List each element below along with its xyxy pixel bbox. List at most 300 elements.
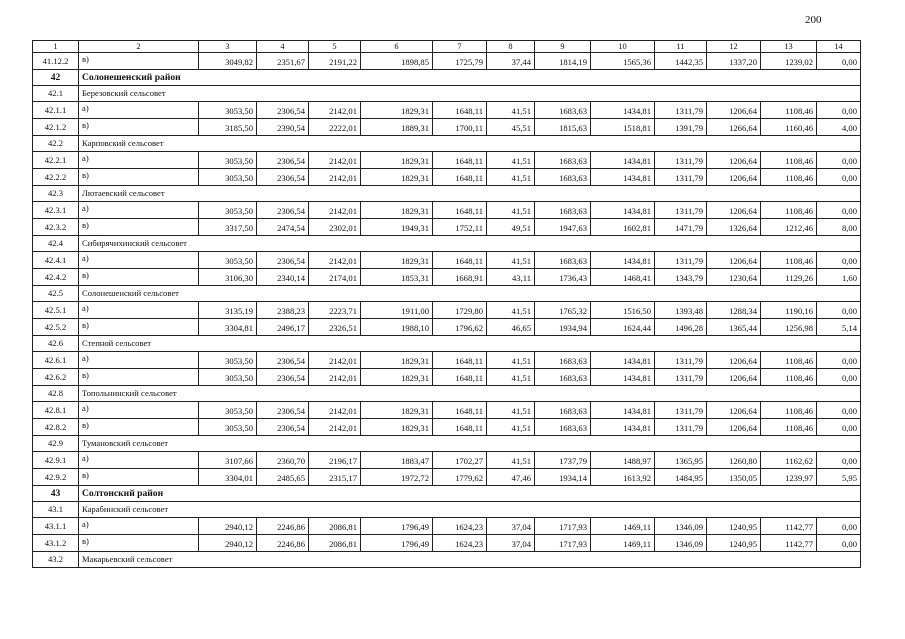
- value-cell: 1853,31: [361, 269, 433, 286]
- council-name: Макарьевский сельсовет: [79, 552, 861, 568]
- row-code: 41.12.2: [33, 53, 79, 70]
- council-row: [33, 236, 861, 252]
- table-row: [33, 102, 861, 119]
- value-cell: 1752,11: [433, 219, 487, 236]
- value-cell: 1602,81: [591, 219, 655, 236]
- value-cell: 2306,54: [257, 369, 309, 386]
- council-row: [33, 86, 861, 102]
- value-cell: 1829,31: [361, 152, 433, 169]
- header-row: [33, 41, 861, 53]
- row-code: 42.3.1: [33, 202, 79, 219]
- row-code: 43.1.2: [33, 535, 79, 552]
- value-cell: 5,14: [817, 319, 861, 336]
- value-cell: 1949,31: [361, 219, 433, 236]
- value-cell: 1240,95: [707, 518, 761, 535]
- value-cell: 1613,92: [591, 469, 655, 486]
- value-cell: 1434,81: [591, 102, 655, 119]
- value-cell: 1736,43: [535, 269, 591, 286]
- row-code: 42.1: [33, 86, 79, 102]
- value-cell: 1624,44: [591, 319, 655, 336]
- value-cell: 1648,11: [433, 152, 487, 169]
- value-cell: 1683,63: [535, 402, 591, 419]
- value-cell: 2360,70: [257, 452, 309, 469]
- value-cell: 1829,31: [361, 169, 433, 186]
- row-code: 42.6.1: [33, 352, 79, 369]
- value-cell: 1311,79: [655, 169, 707, 186]
- table-row: [33, 169, 861, 186]
- value-cell: 37,04: [487, 518, 535, 535]
- value-cell: 3107,66: [199, 452, 257, 469]
- value-cell: 41,51: [487, 169, 535, 186]
- value-cell: 1311,79: [655, 202, 707, 219]
- value-cell: 1434,81: [591, 352, 655, 369]
- column-header: 2: [79, 41, 199, 53]
- value-cell: 0,00: [817, 419, 861, 436]
- council-row: [33, 436, 861, 452]
- value-cell: 3053,50: [199, 419, 257, 436]
- column-header: 14: [817, 41, 861, 53]
- value-cell: 2223,71: [309, 302, 361, 319]
- value-cell: 1346,09: [655, 535, 707, 552]
- value-cell: 2306,54: [257, 352, 309, 369]
- value-cell: 0,00: [817, 369, 861, 386]
- value-cell: 1108,46: [761, 252, 817, 269]
- value-cell: 1206,64: [707, 352, 761, 369]
- row-label: а): [79, 352, 199, 369]
- row-label: в): [79, 469, 199, 486]
- row-label: в): [79, 535, 199, 552]
- value-cell: 0,00: [817, 169, 861, 186]
- value-cell: 41,51: [487, 452, 535, 469]
- value-cell: 41,51: [487, 102, 535, 119]
- value-cell: 1648,11: [433, 252, 487, 269]
- value-cell: 5,95: [817, 469, 861, 486]
- value-cell: 1683,63: [535, 169, 591, 186]
- row-code: 42.3: [33, 186, 79, 202]
- council-name: Степной сельсовет: [79, 336, 861, 352]
- row-label: в): [79, 169, 199, 186]
- value-cell: 2246,86: [257, 518, 309, 535]
- value-cell: 2174,01: [309, 269, 361, 286]
- council-row: [33, 336, 861, 352]
- table-row: [33, 269, 861, 286]
- value-cell: 0,00: [817, 518, 861, 535]
- value-cell: 1206,64: [707, 202, 761, 219]
- value-cell: 1898,85: [361, 53, 433, 70]
- value-cell: 1883,47: [361, 452, 433, 469]
- value-cell: 3053,50: [199, 169, 257, 186]
- value-cell: 1648,11: [433, 352, 487, 369]
- value-cell: 0,00: [817, 53, 861, 70]
- value-cell: 2306,54: [257, 252, 309, 269]
- value-cell: 1393,48: [655, 302, 707, 319]
- row-label: а): [79, 102, 199, 119]
- column-header: 10: [591, 41, 655, 53]
- row-label: а): [79, 452, 199, 469]
- council-row: [33, 502, 861, 518]
- value-cell: 0,00: [817, 252, 861, 269]
- table-row: [33, 518, 861, 535]
- value-cell: 2222,01: [309, 119, 361, 136]
- value-cell: 1702,27: [433, 452, 487, 469]
- value-cell: 41,51: [487, 369, 535, 386]
- value-cell: 1829,31: [361, 352, 433, 369]
- row-label: в): [79, 219, 199, 236]
- value-cell: 37,04: [487, 535, 535, 552]
- value-cell: 1206,64: [707, 252, 761, 269]
- row-label: а): [79, 302, 199, 319]
- value-cell: 1468,41: [591, 269, 655, 286]
- value-cell: 1337,20: [707, 53, 761, 70]
- value-cell: 2351,67: [257, 53, 309, 70]
- value-cell: 2340,14: [257, 269, 309, 286]
- value-cell: 1160,46: [761, 119, 817, 136]
- value-cell: 1737,79: [535, 452, 591, 469]
- value-cell: 2142,01: [309, 102, 361, 119]
- value-cell: 3317,50: [199, 219, 257, 236]
- value-cell: 2142,01: [309, 169, 361, 186]
- value-cell: 1469,11: [591, 535, 655, 552]
- value-cell: 41,51: [487, 252, 535, 269]
- page-number: 200: [805, 14, 822, 26]
- council-row: [33, 286, 861, 302]
- table-row: [33, 402, 861, 419]
- value-cell: 1391,79: [655, 119, 707, 136]
- value-cell: 1326,64: [707, 219, 761, 236]
- value-cell: 1365,95: [655, 452, 707, 469]
- value-cell: 1496,28: [655, 319, 707, 336]
- row-code: 43.1.1: [33, 518, 79, 535]
- row-code: 42.5: [33, 286, 79, 302]
- value-cell: 1239,02: [761, 53, 817, 70]
- column-header: 11: [655, 41, 707, 53]
- value-cell: 1796,49: [361, 518, 433, 535]
- value-cell: 1765,32: [535, 302, 591, 319]
- value-cell: 1206,64: [707, 419, 761, 436]
- row-code: 42.6: [33, 336, 79, 352]
- value-cell: 2496,17: [257, 319, 309, 336]
- value-cell: 1683,63: [535, 152, 591, 169]
- column-header: 7: [433, 41, 487, 53]
- value-cell: 45,51: [487, 119, 535, 136]
- value-cell: 1346,09: [655, 518, 707, 535]
- value-cell: 1471,79: [655, 219, 707, 236]
- value-cell: 2306,54: [257, 402, 309, 419]
- value-cell: 1108,46: [761, 202, 817, 219]
- value-cell: 3053,50: [199, 402, 257, 419]
- row-code: 42.6.2: [33, 369, 79, 386]
- value-cell: 3053,50: [199, 202, 257, 219]
- value-cell: 1484,95: [655, 469, 707, 486]
- column-header: 13: [761, 41, 817, 53]
- row-code: 42.9.1: [33, 452, 79, 469]
- value-cell: 41,51: [487, 402, 535, 419]
- column-header: 3: [199, 41, 257, 53]
- value-cell: 2142,01: [309, 152, 361, 169]
- row-code: 42.4: [33, 236, 79, 252]
- value-cell: 1814,19: [535, 53, 591, 70]
- row-code: 42.1.1: [33, 102, 79, 119]
- value-cell: 2086,81: [309, 518, 361, 535]
- value-cell: 1829,31: [361, 202, 433, 219]
- row-label: а): [79, 518, 199, 535]
- table-row: [33, 302, 861, 319]
- value-cell: 1648,11: [433, 369, 487, 386]
- value-cell: 1565,36: [591, 53, 655, 70]
- table-row: [33, 202, 861, 219]
- column-header: 1: [33, 41, 79, 53]
- row-label: а): [79, 152, 199, 169]
- table-row: [33, 119, 861, 136]
- value-cell: 1934,14: [535, 469, 591, 486]
- row-code: 42.8.2: [33, 419, 79, 436]
- value-cell: 1240,95: [707, 535, 761, 552]
- row-label: а): [79, 402, 199, 419]
- value-cell: 2191,22: [309, 53, 361, 70]
- value-cell: 1212,46: [761, 219, 817, 236]
- council-row: [33, 186, 861, 202]
- value-cell: 3053,50: [199, 369, 257, 386]
- value-cell: 37,44: [487, 53, 535, 70]
- value-cell: 2388,23: [257, 302, 309, 319]
- table-row: [33, 535, 861, 552]
- row-label: в): [79, 53, 199, 70]
- value-cell: 1889,31: [361, 119, 433, 136]
- value-cell: 47,46: [487, 469, 535, 486]
- value-cell: 1142,77: [761, 518, 817, 535]
- value-cell: 1934,94: [535, 319, 591, 336]
- value-cell: 3185,50: [199, 119, 257, 136]
- row-code: 43: [33, 486, 79, 502]
- value-cell: 2142,01: [309, 202, 361, 219]
- value-cell: 8,00: [817, 219, 861, 236]
- council-name: Карповский сельсовет: [79, 136, 861, 152]
- district-name: Солонешенский район: [79, 70, 861, 86]
- value-cell: 1988,10: [361, 319, 433, 336]
- column-header: 12: [707, 41, 761, 53]
- value-cell: 1206,64: [707, 402, 761, 419]
- value-cell: 1206,64: [707, 169, 761, 186]
- value-cell: 1256,98: [761, 319, 817, 336]
- council-name: Сибирячихинский сельсовет: [79, 236, 861, 252]
- value-cell: 1700,11: [433, 119, 487, 136]
- value-cell: 2306,54: [257, 419, 309, 436]
- value-cell: 1129,26: [761, 269, 817, 286]
- value-cell: 1683,63: [535, 252, 591, 269]
- value-cell: 1108,46: [761, 402, 817, 419]
- row-label: а): [79, 202, 199, 219]
- value-cell: 2142,01: [309, 402, 361, 419]
- value-cell: 1829,31: [361, 252, 433, 269]
- value-cell: 1516,50: [591, 302, 655, 319]
- value-cell: 41,51: [487, 419, 535, 436]
- value-cell: 1518,81: [591, 119, 655, 136]
- row-code: 42.5.2: [33, 319, 79, 336]
- district-row: [33, 70, 861, 86]
- row-code: 42.4.1: [33, 252, 79, 269]
- table-row: [33, 252, 861, 269]
- value-cell: 0,00: [817, 452, 861, 469]
- value-cell: 1311,79: [655, 369, 707, 386]
- value-cell: 2246,86: [257, 535, 309, 552]
- value-cell: 1434,81: [591, 402, 655, 419]
- value-cell: 4,00: [817, 119, 861, 136]
- value-cell: 2485,65: [257, 469, 309, 486]
- row-code: 43.2: [33, 552, 79, 568]
- row-code: 42.8: [33, 386, 79, 402]
- value-cell: 1829,31: [361, 102, 433, 119]
- value-cell: 3049,82: [199, 53, 257, 70]
- value-cell: 2390,54: [257, 119, 309, 136]
- value-cell: 41,51: [487, 202, 535, 219]
- value-cell: 1311,79: [655, 152, 707, 169]
- council-name: Тумановский сельсовет: [79, 436, 861, 452]
- value-cell: 3304,01: [199, 469, 257, 486]
- value-cell: 1365,44: [707, 319, 761, 336]
- column-header: 9: [535, 41, 591, 53]
- value-cell: 1162,62: [761, 452, 817, 469]
- row-code: 42.1.2: [33, 119, 79, 136]
- council-name: Карабинский сельсовет: [79, 502, 861, 518]
- table-row: [33, 469, 861, 486]
- value-cell: 0,00: [817, 535, 861, 552]
- value-cell: 0,00: [817, 152, 861, 169]
- value-cell: 0,00: [817, 102, 861, 119]
- value-cell: 1266,64: [707, 119, 761, 136]
- table-row: [33, 319, 861, 336]
- row-label: в): [79, 319, 199, 336]
- row-code: 42: [33, 70, 79, 86]
- value-cell: 1343,79: [655, 269, 707, 286]
- value-cell: 1311,79: [655, 252, 707, 269]
- value-cell: 1815,63: [535, 119, 591, 136]
- value-cell: 1972,72: [361, 469, 433, 486]
- table-row: [33, 53, 861, 70]
- value-cell: 1288,34: [707, 302, 761, 319]
- row-code: 42.9.2: [33, 469, 79, 486]
- value-cell: 1311,79: [655, 402, 707, 419]
- column-header: 4: [257, 41, 309, 53]
- value-cell: 1796,49: [361, 535, 433, 552]
- row-code: 42.9: [33, 436, 79, 452]
- value-cell: 2306,54: [257, 102, 309, 119]
- value-cell: 1488,97: [591, 452, 655, 469]
- value-cell: 1311,79: [655, 352, 707, 369]
- value-cell: 2306,54: [257, 169, 309, 186]
- council-name: Березовский сельсовет: [79, 86, 861, 102]
- value-cell: 1683,63: [535, 419, 591, 436]
- value-cell: 1,60: [817, 269, 861, 286]
- value-cell: 1434,81: [591, 202, 655, 219]
- value-cell: 41,51: [487, 302, 535, 319]
- value-cell: 1108,46: [761, 419, 817, 436]
- value-cell: 1725,79: [433, 53, 487, 70]
- value-cell: 41,51: [487, 352, 535, 369]
- value-cell: 2142,01: [309, 419, 361, 436]
- column-header: 5: [309, 41, 361, 53]
- value-cell: 1717,93: [535, 518, 591, 535]
- row-code: 43.1: [33, 502, 79, 518]
- value-cell: 1108,46: [761, 152, 817, 169]
- value-cell: 1434,81: [591, 169, 655, 186]
- value-cell: 2086,81: [309, 535, 361, 552]
- value-cell: 2142,01: [309, 352, 361, 369]
- value-cell: 1434,81: [591, 369, 655, 386]
- value-cell: 2474,54: [257, 219, 309, 236]
- value-cell: 1829,31: [361, 419, 433, 436]
- council-row: [33, 136, 861, 152]
- value-cell: 1668,91: [433, 269, 487, 286]
- row-code: 42.2.1: [33, 152, 79, 169]
- value-cell: 1717,93: [535, 535, 591, 552]
- district-row: [33, 486, 861, 502]
- value-cell: 1434,81: [591, 252, 655, 269]
- value-cell: 0,00: [817, 352, 861, 369]
- value-cell: 1947,63: [535, 219, 591, 236]
- table-row: [33, 452, 861, 469]
- value-cell: 1190,16: [761, 302, 817, 319]
- value-cell: 1648,11: [433, 202, 487, 219]
- table-row: [33, 352, 861, 369]
- value-cell: 1206,64: [707, 152, 761, 169]
- row-label: в): [79, 269, 199, 286]
- value-cell: 1624,23: [433, 535, 487, 552]
- value-cell: 1108,46: [761, 169, 817, 186]
- value-cell: 1469,11: [591, 518, 655, 535]
- value-cell: 1648,11: [433, 419, 487, 436]
- council-name: Топольнинский сельсовет: [79, 386, 861, 402]
- value-cell: 1911,00: [361, 302, 433, 319]
- value-cell: 2326,51: [309, 319, 361, 336]
- value-cell: 1108,46: [761, 352, 817, 369]
- value-cell: 1624,23: [433, 518, 487, 535]
- value-cell: 1434,81: [591, 419, 655, 436]
- value-cell: 43,11: [487, 269, 535, 286]
- value-cell: 2142,01: [309, 252, 361, 269]
- row-code: 42.3.2: [33, 219, 79, 236]
- value-cell: 1648,11: [433, 102, 487, 119]
- value-cell: 3135,19: [199, 302, 257, 319]
- value-cell: 3053,50: [199, 252, 257, 269]
- value-cell: 1434,81: [591, 152, 655, 169]
- council-name: Лютаевский сельсовет: [79, 186, 861, 202]
- value-cell: 1142,77: [761, 535, 817, 552]
- row-label: в): [79, 369, 199, 386]
- table-row: [33, 369, 861, 386]
- value-cell: 2142,01: [309, 369, 361, 386]
- value-cell: 1350,05: [707, 469, 761, 486]
- value-cell: 2306,54: [257, 152, 309, 169]
- value-cell: 2306,54: [257, 202, 309, 219]
- value-cell: 1108,46: [761, 102, 817, 119]
- value-cell: 1206,64: [707, 102, 761, 119]
- value-cell: 1683,63: [535, 102, 591, 119]
- value-cell: 1311,79: [655, 102, 707, 119]
- row-code: 42.2.2: [33, 169, 79, 186]
- table-row: [33, 152, 861, 169]
- value-cell: 1108,46: [761, 369, 817, 386]
- row-label: в): [79, 119, 199, 136]
- value-cell: 1648,11: [433, 169, 487, 186]
- value-cell: 1442,35: [655, 53, 707, 70]
- tariff-table: [32, 40, 861, 568]
- table-row: [33, 219, 861, 236]
- value-cell: 1796,62: [433, 319, 487, 336]
- value-cell: 1683,63: [535, 202, 591, 219]
- value-cell: 46,65: [487, 319, 535, 336]
- table-row: [33, 419, 861, 436]
- value-cell: 0,00: [817, 202, 861, 219]
